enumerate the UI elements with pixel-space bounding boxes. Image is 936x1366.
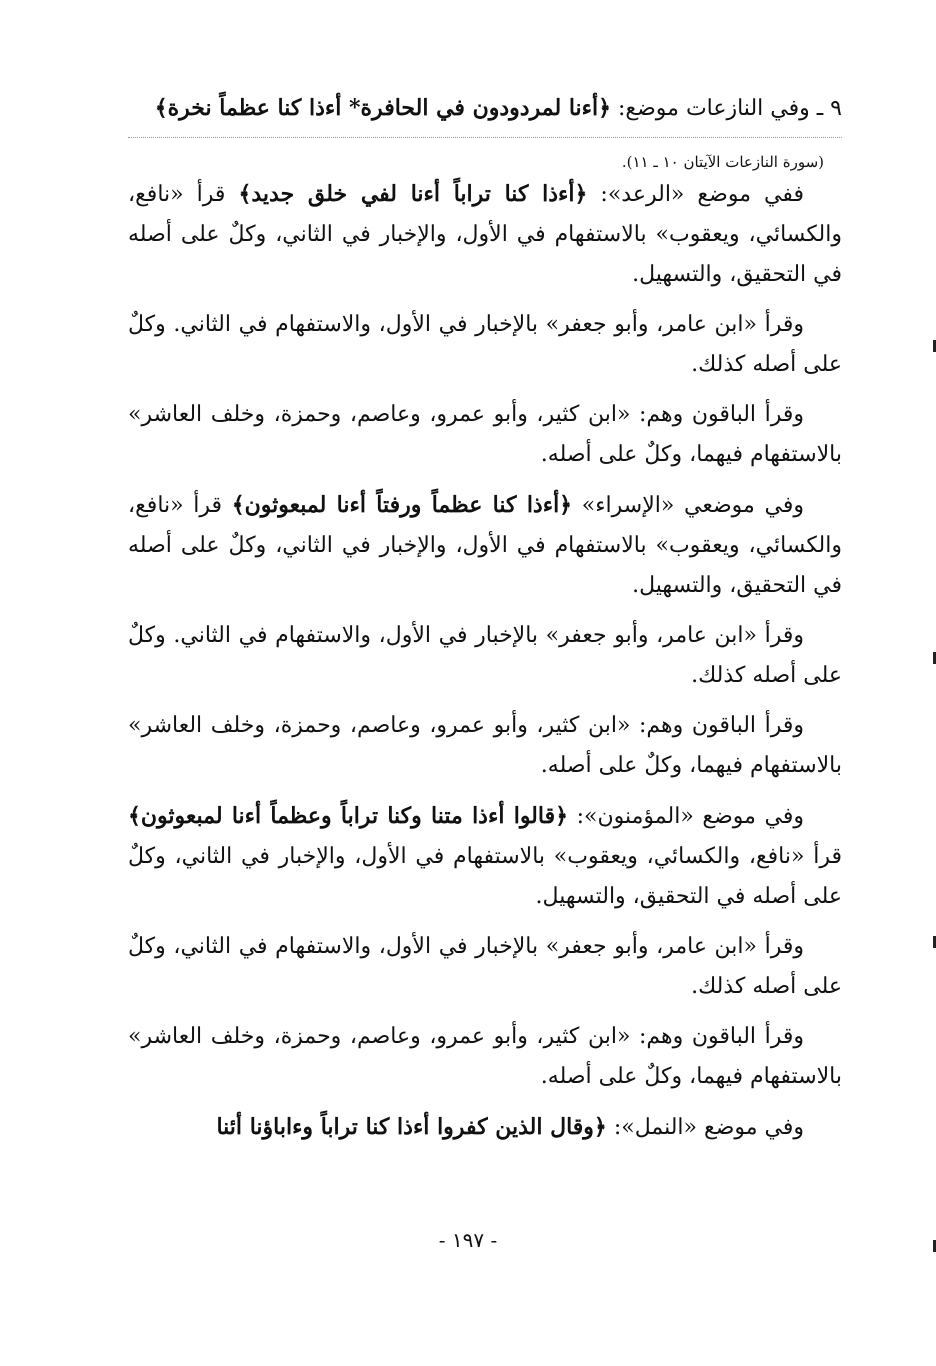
surah-reference-note: (سورة النازعات الآيتان ١٠ ـ ١١). [621,153,824,171]
quran-verse: ﴿قالوا أءذا متنا وكنا تراباً وعظماً أءنا لمبعوثون﴾ [128,803,568,829]
paragraph-text: وفي موضعي «الإسراء» [572,493,804,518]
paragraph-text: قرأ «نافع، والكسائي، ويعقوب» بالاستفهام في الأول، والإخبار في الثاني، وكلٌ على أصله في التحقيق، والتسهيل. [128,493,842,598]
paragraph-raad [128,174,842,295]
paragraph-isra [128,485,842,606]
entry-intro: ٩ ـ وفي النازعات موضع: [611,96,842,121]
page-body [128,88,842,1148]
paragraph-remaining-3: وقرأ الباقون وهم: «ابن كثير، وأبو عمرو، وعاصم، وحمزة، وخلف العاشر» بالاستفهام فيهما، وكلٌ على أصله. [128,1024,842,1089]
paragraph-remaining-2: وقرأ الباقون وهم: «ابن كثير، وأبو عمرو، وعاصم، وحمزة، وخلف العاشر» بالاستفهام فيهما، وكلٌ على أصله. [128,713,842,778]
paragraph-muminun [128,796,842,917]
paragraph-text: وفي موضع «المؤمنون»: [568,804,804,829]
paragraph-text: وفي موضع «النمل»: [606,1115,804,1140]
page-number: - ١٩٧ - [438,1228,498,1252]
paragraph-text: قرأ «نافع، والكسائي، ويعقوب» بالاستفهام في الأول، والإخبار في الثاني، وكلٌ على أصله في التحقيق، والتسهيل. [128,182,842,287]
paragraph-text: ففي موضع «الرعد»: [587,182,804,207]
verse-entry-naziat [128,88,842,138]
quran-verse: ﴿أءذا كنا عظماً ورفتاً أءنا لمبعوثون﴾ [231,492,573,518]
paragraph-ibn-amir-1: وقرأ «ابن عامر، وأبو جعفر» بالإخبار في الأول، والاستفهام في الثاني. وكلٌ على أصله كذلك. [128,312,842,377]
paragraph-ibn-amir-2: وقرأ «ابن عامر، وأبو جعفر» بالإخبار في الأول، والاستفهام في الثاني. وكلٌ على أصله كذلك. [128,623,842,688]
quran-verse: ﴿أءنا لمردودون في الحافرة* أءذا كنا عظماً نخرة﴾ [154,95,611,121]
paragraph-remaining-1: وقرأ الباقون وهم: «ابن كثير، وأبو عمرو، وعاصم، وحمزة، وخلف العاشر» بالاستفهام فيهما، وكلٌ على أصله. [128,402,842,467]
quran-verse: ﴿وقال الذين كفروا أءذا كنا تراباً وءاباؤنا أئنا [216,1114,607,1140]
paragraph-naml [128,1107,842,1148]
paragraph-text: قرأ «نافع، والكسائي، ويعقوب» بالاستفهام في الأول، والإخبار في الثاني، وكلٌ على أصله في التحقيق، والتسهيل. [128,844,842,909]
paragraph-ibn-amir-3: وقرأ «ابن عامر، وأبو جعفر» بالإخبار في الأول، والاستفهام في الثاني، وكلٌ على أصله كذلك. [128,934,842,999]
quran-verse: ﴿أءذا كنا تراباً أءنا لفي خلق جديد﴾ [238,181,588,207]
